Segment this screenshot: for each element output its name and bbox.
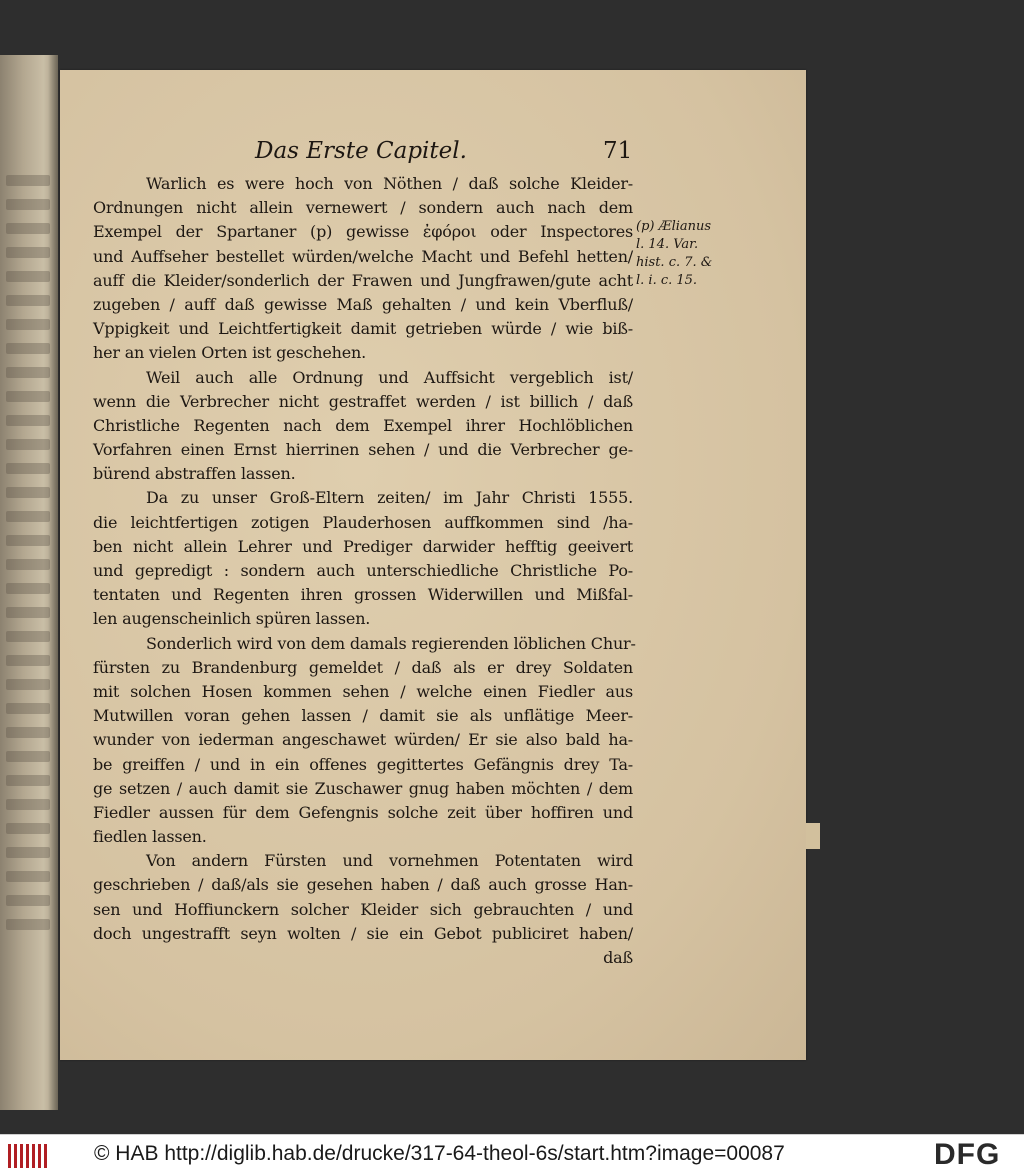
text-line: geschrieben / daß/als sie gesehen haben / daß auch grosse Han- [93, 875, 633, 895]
page-tab-edge [806, 823, 820, 849]
marginal-note-line: (p) Ælianus [636, 219, 712, 234]
marginal-note-line: l. i. c. 15. [636, 273, 698, 288]
body-text [93, 172, 636, 970]
text-line: auff die Kleider/sonderlich der Frawen und Jungfrawen/gute acht [93, 270, 633, 290]
text-line: ben nicht allein Lehrer und Prediger darwider hefftig geeivert [93, 536, 633, 556]
text-line: fürsten zu Brandenburg gemeldet / daß als er drey Soldaten [93, 657, 633, 677]
text-line: be greiffen / und in ein offenes gegittertes Gefängnis drey Ta- [93, 754, 633, 774]
text-line: sen und Hoffiunckern solcher Kleider sich gebrauchten / und [93, 899, 633, 919]
text-line: mit solchen Hosen kommen sehen / welche einen Fiedler aus [93, 681, 633, 701]
text-line: und gepredigt : sondern auch unterschiedliche Christliche Po- [93, 561, 633, 580]
previous-page-edge [0, 55, 58, 1110]
text-line: Exempel der Spartaner (p) gewisse ἐφόροι oder Inspectores [93, 222, 633, 242]
text-line: daß [603, 948, 633, 967]
marginal-note [636, 218, 736, 290]
text-line: Vppigkeit und Leichtfertigkeit damit getrieben würde / wie biß- [93, 319, 633, 339]
dfg-logo[interactable]: DFG [934, 1138, 1001, 1171]
text-line: tentaten und Regenten ihren grossen Widerwillen und Mißfal- [93, 585, 633, 605]
text-line: Warlich es were hoch von Nöthen / daß solche Kleider- [146, 174, 633, 193]
text-line: die leichtfertigen zotigen Plauderhosen auffkommen sind /ha- [93, 512, 633, 532]
page-header [255, 138, 655, 174]
hab-logo-icon[interactable] [8, 1144, 52, 1168]
text-line: Fiedler aussen für dem Gefengnis solche zeit über hoffiren und [93, 802, 633, 822]
text-line: ge setzen / auch damit sie Zuschawer gnug haben möchten / dem [93, 778, 633, 798]
text-line: Ordnungen nicht allein vernewert / sondern auch nach dem [93, 198, 633, 218]
text-line: Von andern Fürsten und vornehmen Potentaten wird [146, 851, 633, 871]
marginal-note-line: hist. c. 7. & [636, 255, 713, 270]
running-title: Das Erste Capitel. [255, 138, 467, 164]
page-number: 71 [603, 138, 633, 164]
text-line: Mutwillen voran gehen lassen / damit sie als unflätige Meer- [93, 706, 633, 726]
text-line: Sonderlich wird von dem damals regierenden löblichen Chur- [146, 633, 636, 653]
footer-bar [0, 1134, 1024, 1175]
marginal-note-line: l. 14. Var. [636, 237, 699, 252]
text-line: wenn die Verbrecher nicht gestraffet werden / ist billich / daß [93, 391, 633, 411]
text-line: zugeben / auff daß gewisse Maß gehalten / und kein Vberfluß/ [93, 294, 633, 314]
source-link[interactable]: © HAB http://diglib.hab.de/drucke/317-64-theol-6s/start.htm?image=00087 [94, 1142, 785, 1165]
text-line: her an vielen Orten ist geschehen. [93, 343, 366, 363]
text-line: wunder von iederman angeschawet würden/ Er sie also bald ha- [93, 730, 633, 750]
text-line: Vorfahren einen Ernst hierrinen sehen / und die Verbrecher ge- [93, 440, 633, 460]
text-line: Christliche Regenten nach dem Exempel ihrer Hochlöblichen [93, 415, 633, 435]
text-line: fiedlen lassen. [93, 827, 207, 847]
text-line: doch ungestrafft seyn wolten / sie ein Gebot publiciret haben/ [93, 923, 633, 943]
text-line: und Auffseher bestellet würden/welche Macht und Befehl hetten/ [93, 246, 633, 266]
text-line: bürend abstraffen lassen. [93, 464, 296, 484]
bleed-through-lines [6, 175, 50, 943]
text-line: Weil auch alle Ordnung und Auffsicht vergeblich ist/ [146, 367, 633, 387]
text-line: Da zu unser Groß-Eltern zeiten/ im Jahr Christi 1555. [146, 488, 633, 508]
text-line: len augenscheinlich spüren lassen. [93, 609, 371, 629]
